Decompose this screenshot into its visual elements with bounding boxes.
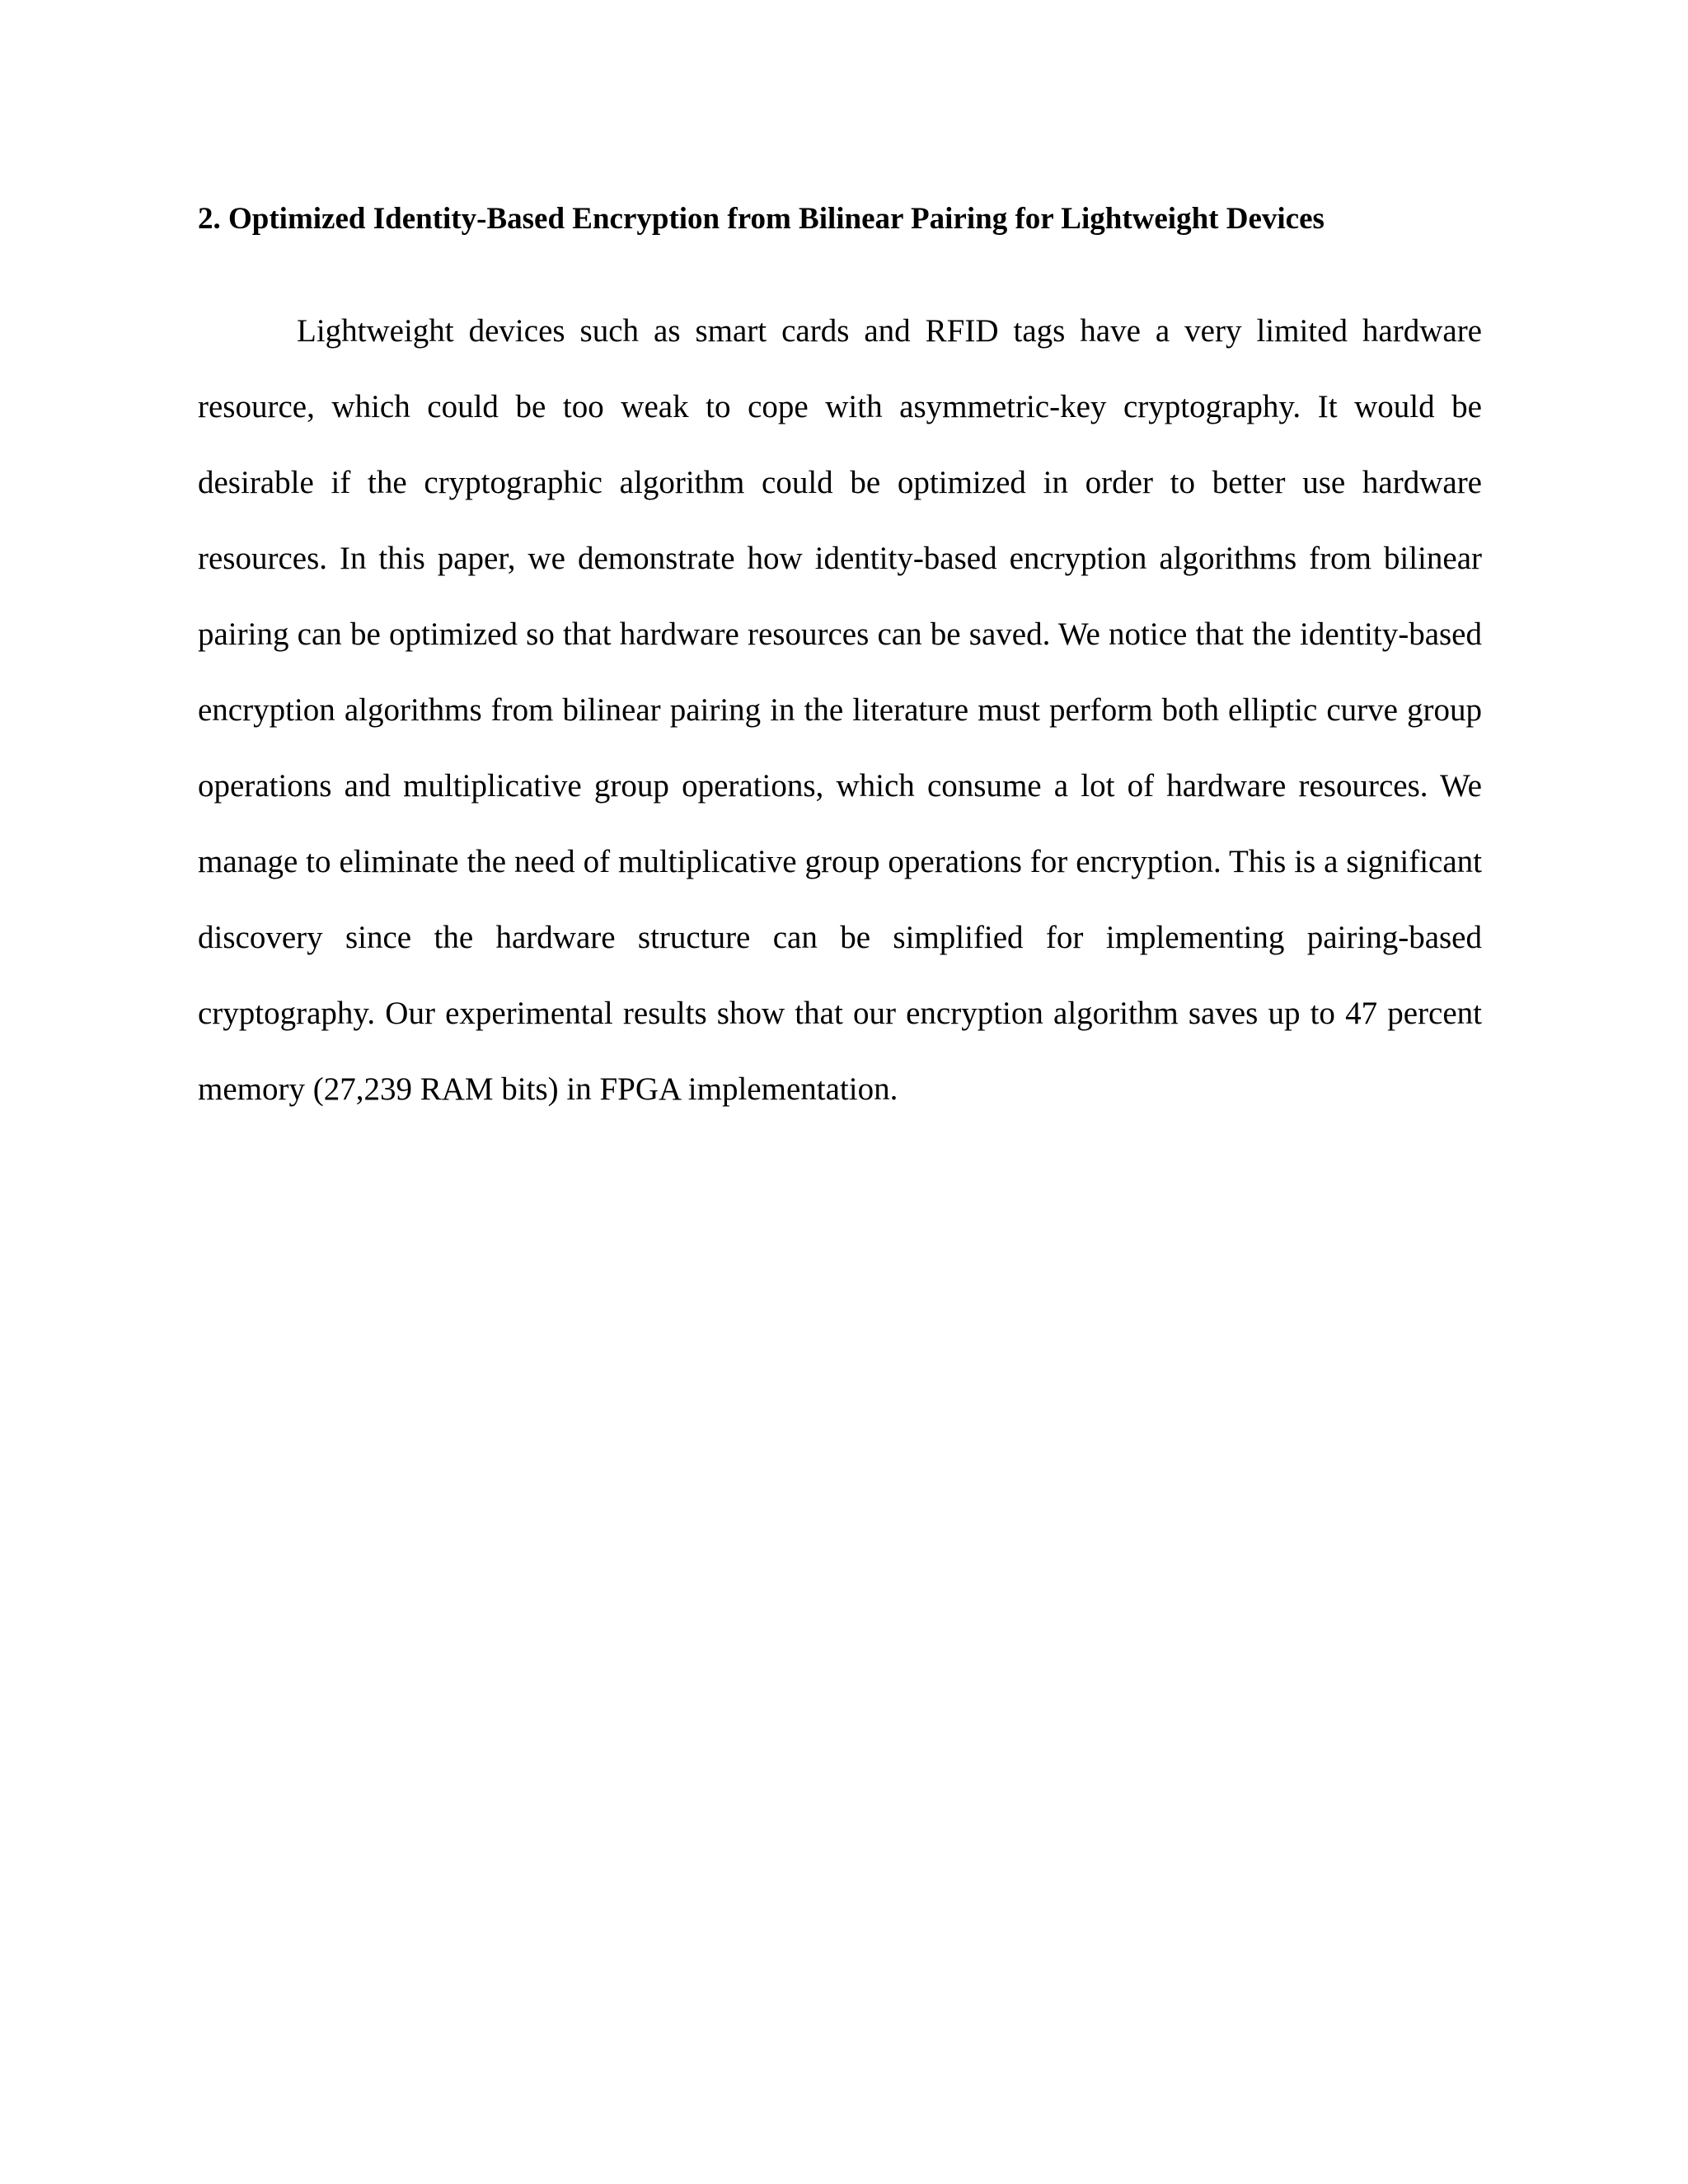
section-heading: 2. Optimized Identity-Based Encryption from Bilinear Pairing for Lightweight Devices bbox=[198, 202, 1325, 236]
section-paragraph: Lightweight devices such as smart cards and RFID tags have a very limited hardware resource, which could be too weak to cope with asymmetric-key cryptography. It would be desirable if the cryptographic algorithm could be optimized in order to better use hardware resources. In this paper, we demonstrate how identity-based encryption algorithms from bilinear pairing can be optimized so that hardware resources can be saved. We notice that the identity-based encryption algorithms from bilinear pairing in the literature must perform both elliptic curve group operations and multiplicative group operations, which consume a lot of hardware resources. We manage to eliminate the need of multiplicative group operations for encryption. This is a significant discovery since the hardware structure can be simplified for implementing pairing-based cryptography. Our experimental results show that our encryption algorithm saves up to 47 percent memory (27,239 RAM bits) in FPGA implementation. bbox=[198, 313, 1482, 1107]
